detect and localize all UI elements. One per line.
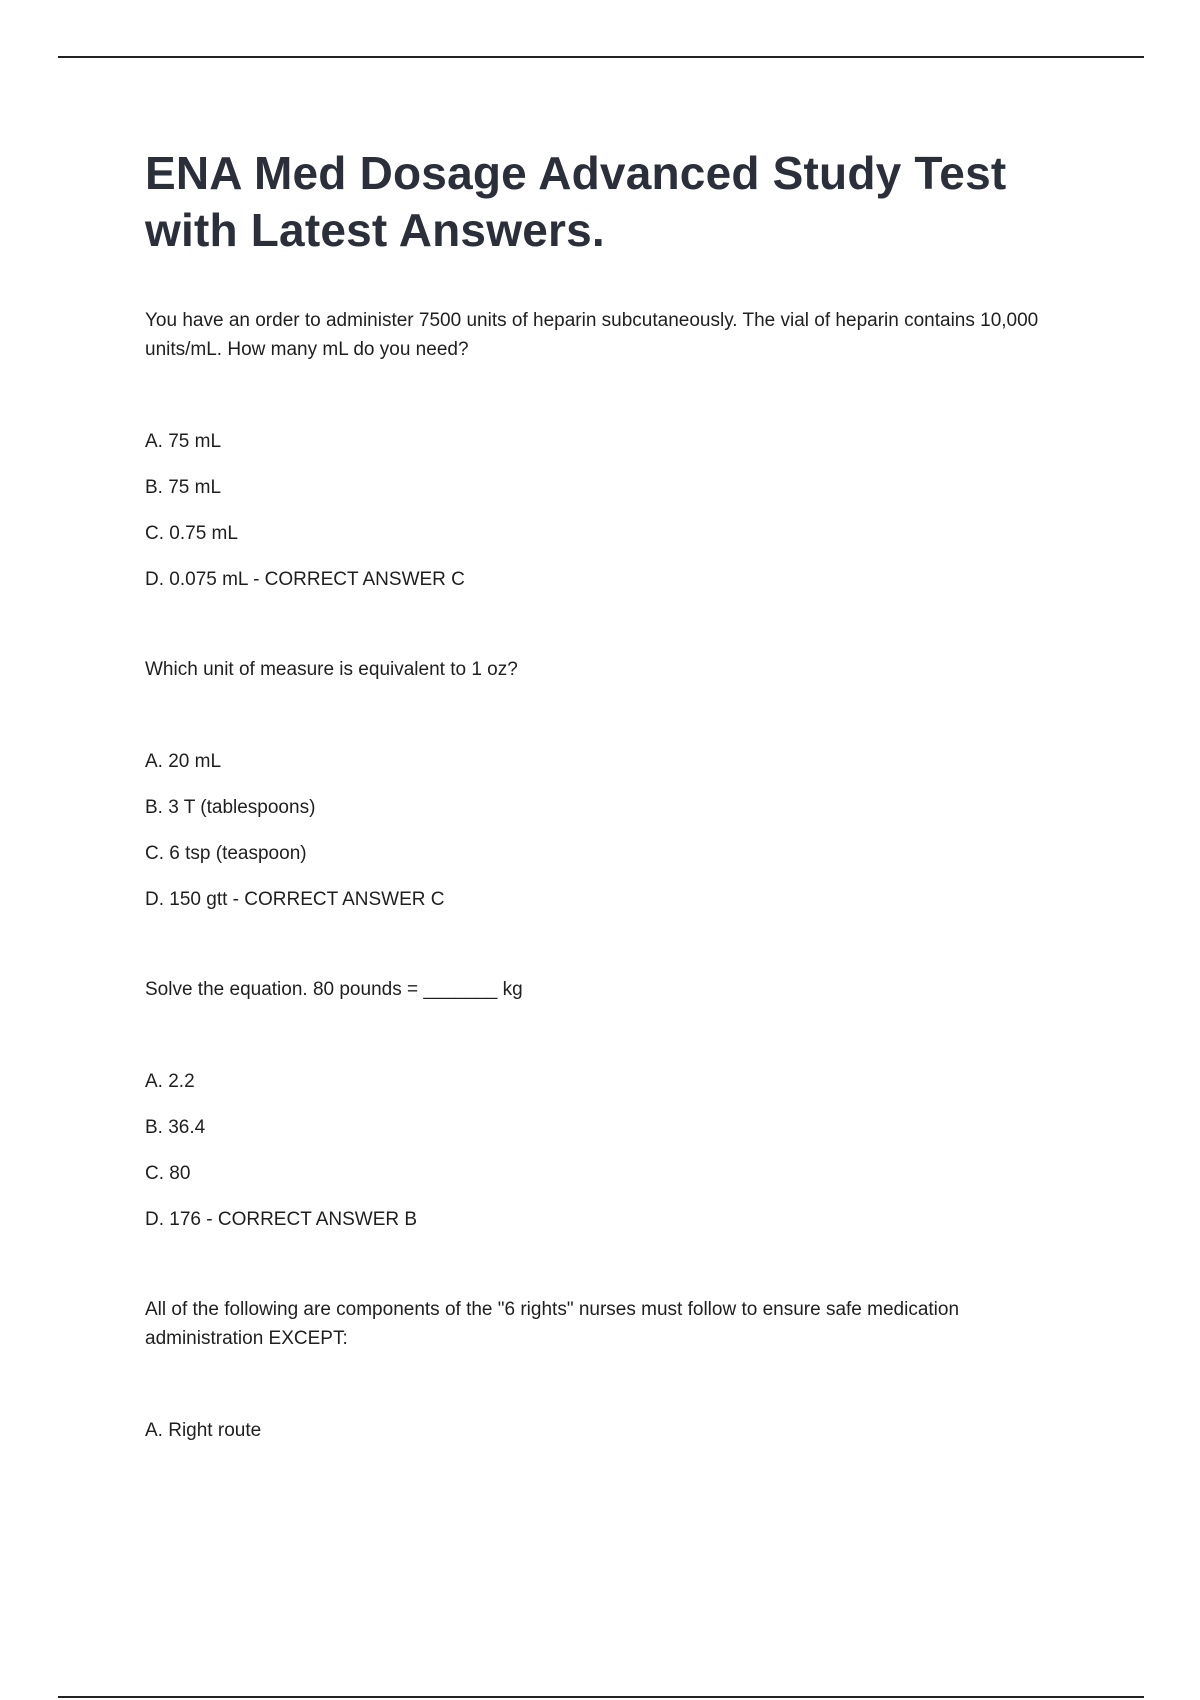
answer-option: A. 75 mL xyxy=(145,431,222,452)
answer-option: C. 6 tsp (teaspoon) xyxy=(145,843,307,864)
question-text: You have an order to administer 7500 units of heparin subcutaneously. The vial of heparin contains 10,000 units/mL. How many mL do you need? xyxy=(145,310,1039,360)
header-rule xyxy=(58,56,1144,58)
answer-option: B. 75 mL xyxy=(145,477,222,498)
answer-option: A. 2.2 xyxy=(145,1071,195,1092)
answer-option: A. 20 mL xyxy=(145,751,222,772)
footer-rule xyxy=(58,1696,1144,1698)
answer-option: B. 3 T (tablespoons) xyxy=(145,797,316,818)
document-title: ENA Med Dosage Advanced Study Test with Latest Answers. xyxy=(145,147,1007,256)
answer-option: D. 0.075 mL - CORRECT ANSWER C xyxy=(145,569,465,590)
question-text: Solve the equation. 80 pounds = _______ kg xyxy=(145,979,523,1000)
question-text: All of the following are components of the "6 rights" nurses must follow to ensure safe medication administration EXCEPT: xyxy=(145,1299,960,1349)
question-block-3 xyxy=(145,975,1065,1251)
question-block-4 xyxy=(145,1295,1065,1462)
answer-option: D. 176 - CORRECT ANSWER B xyxy=(145,1209,418,1230)
answer-option: C. 80 xyxy=(145,1163,191,1184)
answer-option: B. 36.4 xyxy=(145,1117,206,1138)
question-text: Which unit of measure is equivalent to 1 oz? xyxy=(145,659,518,680)
question-block-2 xyxy=(145,655,1065,931)
answer-option: A. Right route xyxy=(145,1420,262,1441)
question-block-1 xyxy=(145,306,1065,611)
answer-option: C. 0.75 mL xyxy=(145,523,238,544)
answer-option: D. 150 gtt - CORRECT ANSWER C xyxy=(145,889,445,910)
document-body xyxy=(145,145,1065,1462)
